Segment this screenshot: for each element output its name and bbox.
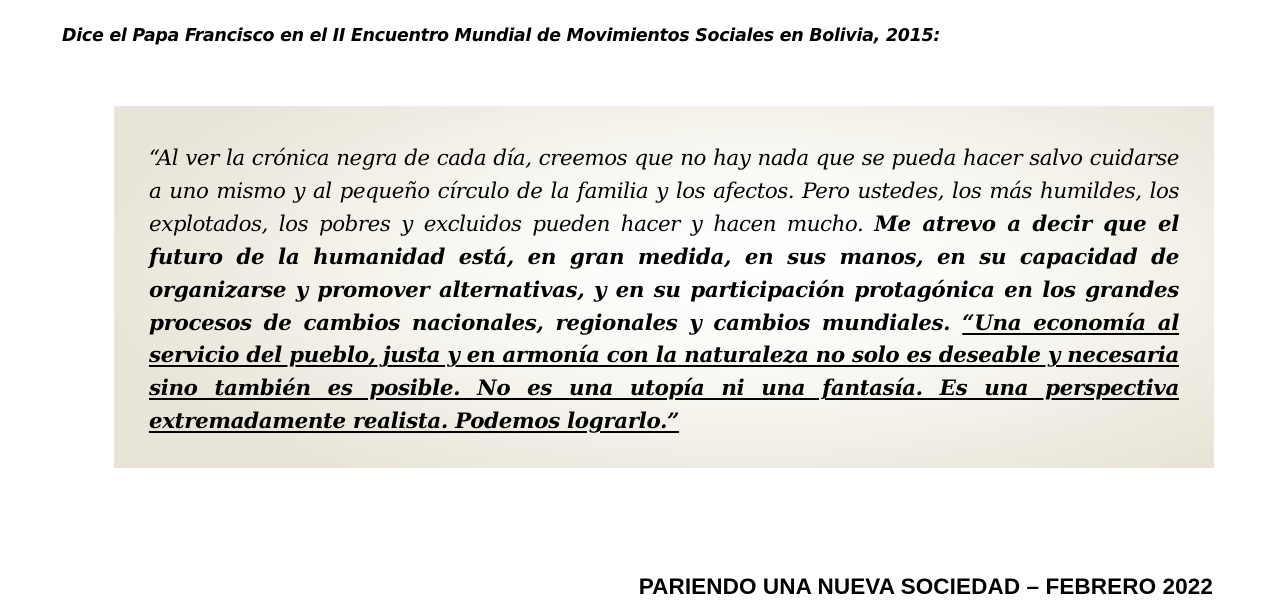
quote-regular-text: “Al ver la crónica negra de cada día, creemos que no hay nada que se pueda hacer salvo cuidarse a uno mismo y al pequeño círculo de la familia y los afectos. Pero ustedes, los más humildes, los explotados, los pobres y excluidos pueden hacer y hacen mucho. (149, 146, 1179, 237)
quote-underlined-text: “Una economía al servicio del pueblo, justa y en armonía con la naturaleza no solo es deseable y necesaria sino también es posible. No es una utopía ni una fantasía. Es una perspectiva extremadamente realista. Podemos lograrlo.” (149, 310, 1179, 435)
intro-heading: Dice el Papa Francisco en el II Encuentro Mundial de Movimientos Sociales en Bolivia, 2015: (62, 26, 941, 46)
quote-bold-text: Me atrevo a decir que el futuro de la humanidad está, en gran medida, en sus manos, en su capacidad de organizarse y promover alternativas, y en su participación protagónica en los grandes procesos de cambios nacionales, regionales y cambios mundiales. (149, 211, 1179, 336)
quote-box (114, 106, 1214, 468)
footer-title: PARIENDO UNA NUEVA SOCIEDAD – FEBRERO 2022 (638, 574, 1213, 599)
quote-text (149, 143, 1179, 439)
